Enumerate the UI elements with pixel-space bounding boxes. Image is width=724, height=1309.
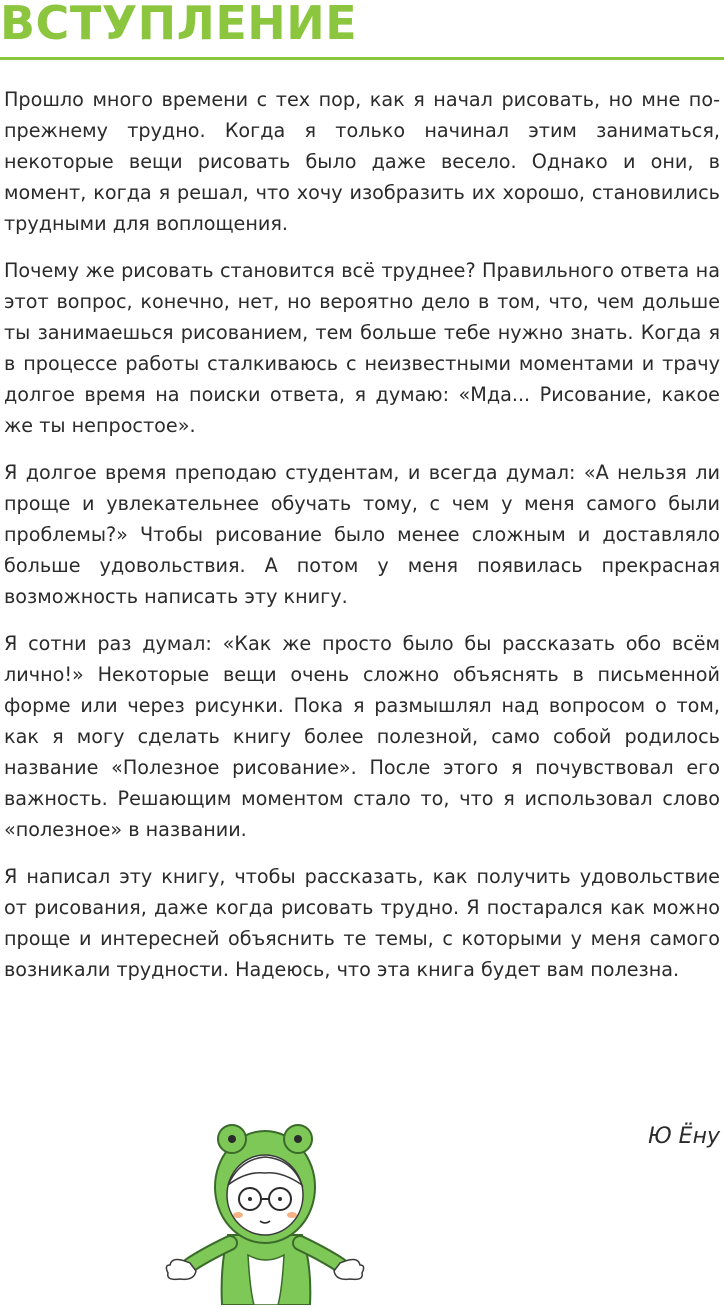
paragraph-2: Почему же рисовать становится всё труднее? Правильного ответа на этот вопрос, конечно, нет, но вероятно дело в том, что, чем дольше ты занимаешься рисованием, тем больше тебе нужно знать. Когда я в процессе работы сталкиваюсь с неизвестными моментами и трачу долгое время на поиски ответа, я думаю: «Мда... Рисование, какое же ты непростое». <box>4 259 720 437</box>
paragraph-4: Я сотни раз думал: «Как же просто было бы рассказать обо всём лично!» Некоторые вещи очень сложно объяснять в письменной форме или через рисунки. Пока я размышлял над вопросом о том, как я могу сделать книгу более полезной, само собой родилось название «Полезное рисование». После этого я почувствовал его важность. Решающим моментом стало то, что я использовал слово «полезное» в названии. <box>4 632 720 841</box>
paragraph-1: Прошло много времени с тех пор, как я начал рисовать, но мне по-прежнему трудно. Когда я только начинал этим заниматься, некоторые вещи рисовать было даже весело. Однако и они, в момент, когда я решал, что хочу изобразить их хорошо, становились трудными для воплощения. <box>4 88 720 235</box>
frog-costume-character-icon <box>150 1115 380 1305</box>
paragraph-5: Я написал эту книгу, чтобы рассказать, как получить удовольствие от рисования, даже когда рисовать трудно. Я постарался как можно проще и интересней объяснить те темы, с которыми у меня самого возникали трудности. Надеюсь, что эта книга будет вам полезна. <box>4 865 720 981</box>
page-title: ВСТУПЛЕНИЕ <box>0 0 358 50</box>
author-signature: Ю Ёну <box>647 1124 720 1149</box>
paragraph-3: Я долгое время преподаю студентам, и всегда думал: «А нельзя ли проще и увлекательнее обучать тому, с чем у меня самого были проблемы?» Чтобы рисование было менее сложным и доставляло больше удовольствия. А потом у меня появилась прекрасная возможность написать эту книгу. <box>4 461 720 608</box>
title-underline <box>0 57 724 60</box>
article-body <box>4 84 720 1001</box>
